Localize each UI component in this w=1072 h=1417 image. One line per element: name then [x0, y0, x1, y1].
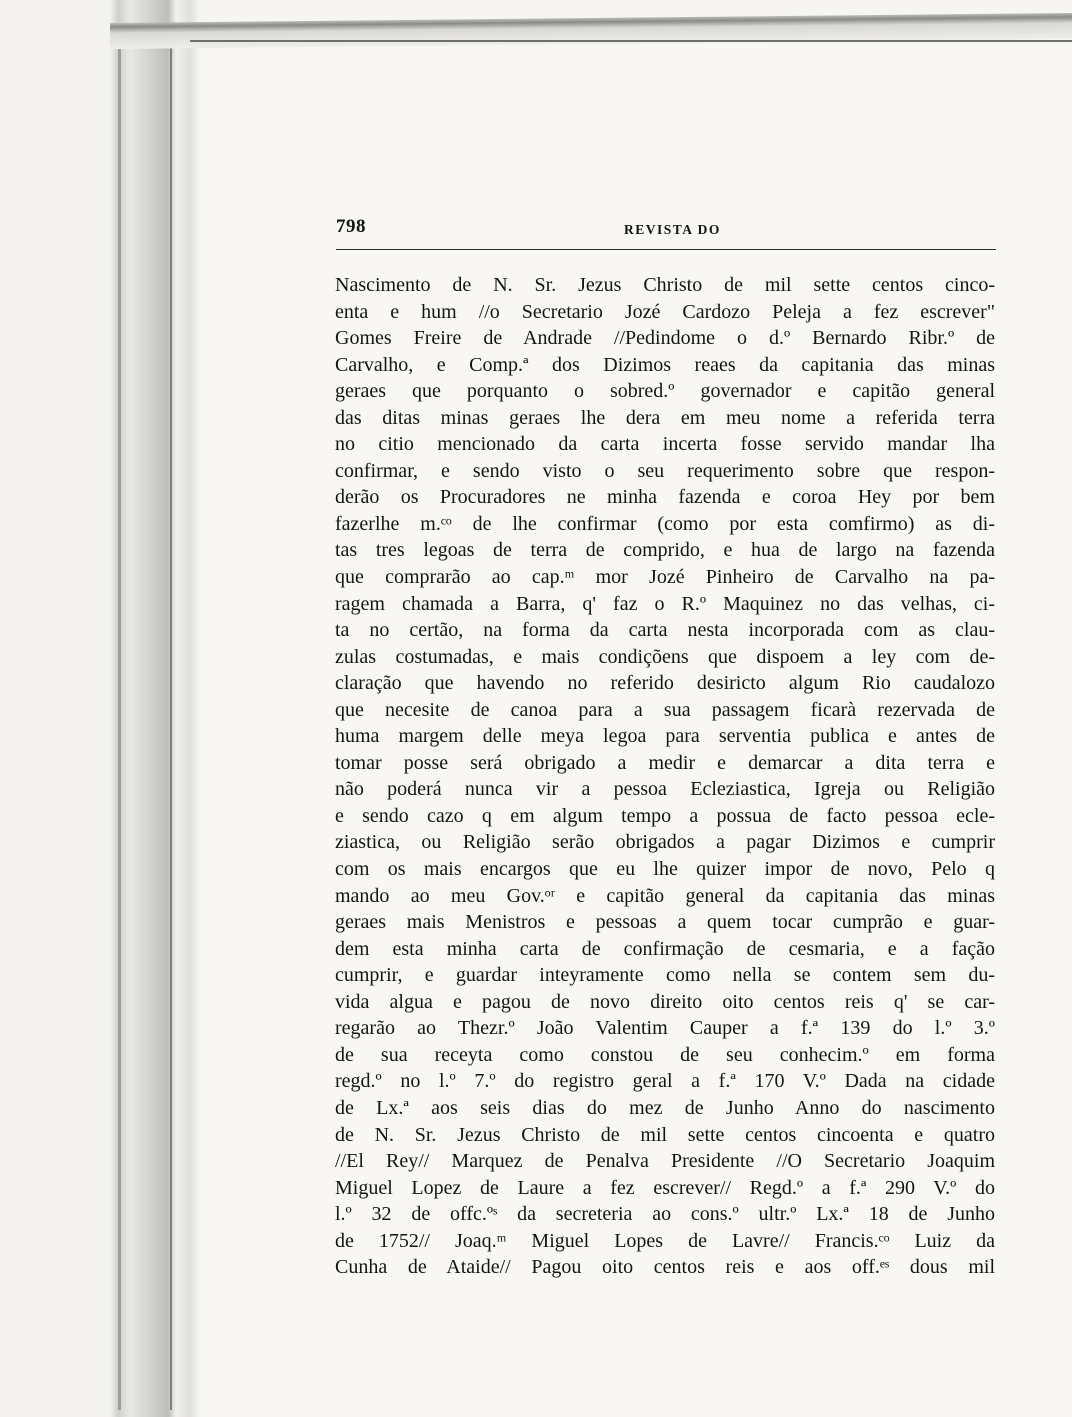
page-header [336, 216, 996, 246]
text-line: zulas costumadas, e mais condiçõens que dispoem a ley com de- [335, 645, 995, 668]
text-line: Carvalho, e Comp.ª dos Dizimos reaes da capitania das minas [335, 353, 995, 376]
text-line: de 1752// Joaq.ᵐ Miguel Lopes de Lavre// Francis.ᶜᵒ Luiz da [335, 1229, 995, 1252]
text-line: confirmar, e sendo visto o seu requerimento sobre que respon- [335, 459, 995, 482]
text-line: Cunha de Ataide// Pagou oito centos reis e aos off.ᵉˢ dous mil [335, 1256, 995, 1279]
text-line: dem esta minha carta de confirmação de cesmaria, e a fação [335, 937, 995, 960]
running-head: REVISTA DO [624, 222, 721, 237]
text-line: geraes mais Menistros e pessoas a quem tocar cumprão e guar- [335, 911, 995, 934]
text-line: claração que havendo no referido desiricto algum Rio caudalozo [335, 672, 995, 695]
text-line: Nascimento de N. Sr. Jezus Christo de mil sette centos cinco- [335, 274, 995, 296]
text-line: das ditas minas geraes lhe dera em meu nome a referida terra [335, 406, 995, 429]
text-line: de N. Sr. Jezus Christo de mil sette centos cincoenta e quatro [335, 1123, 995, 1146]
text-line: de Lx.ª aos seis dias do mez de Junho Anno do nascimento [335, 1096, 995, 1119]
text-line: Gomes Freire de Andrade //Pedindome o d.º Bernardo Ribr.º de [335, 327, 995, 350]
text-line: de sua receyta como constou de seu conhecim.º em forma [335, 1043, 995, 1066]
text-line: tas tres legoas de terra de comprido, e hua de largo na fazenda [335, 539, 995, 562]
text-line: fazerlhe m.ᶜᵒ de lhe confirmar (como por esta comfirmo) as di- [335, 512, 995, 535]
text-line: //El Rey// Marquez de Penalva Presidente //O Secretario Joaquim [335, 1150, 995, 1173]
scan-page-edge [170, 40, 172, 1410]
text-line: geraes que porquanto o sobred.º governador e capitão general [335, 380, 995, 403]
text-line: ragem chamada a Barra, q' faz o R.º Maquinez no das velhas, ci- [335, 592, 995, 615]
text-line: regarão ao Thezr.º João Valentim Cauper a f.ª 139 do l.º 3.º [335, 1017, 995, 1040]
scan-binding-edge [118, 30, 121, 1410]
text-line: ta no certão, na forma da carta nesta incorporada com as clau- [335, 619, 995, 642]
text-line: ziastica, ou Religião serão obrigados a pagar Dizimos e cumprir [335, 831, 995, 854]
header-rule [336, 249, 996, 250]
text-line: e sendo cazo q em algum tempo a possua de facto pessoa ecle- [335, 804, 995, 827]
text-line: não poderá nunca vir a pessoa Ecleziastica, Igreja ou Religião [335, 778, 995, 801]
text-line: Miguel Lopez de Laure a fez escrever// Regd.º a f.ª 290 V.º do [335, 1176, 995, 1199]
text-line: vida algua e pagou de novo direito oito centos reis q' se car- [335, 990, 995, 1013]
text-line: cumprir, e guardar inteyramente como nella se contem sem du- [335, 964, 995, 987]
text-line: mando ao meu Gov.ᵒʳ e capitão general da capitania das minas [335, 884, 995, 907]
text-line: l.º 32 de offc.ºˢ da secreteria ao cons.º ultr.º Lx.ª 18 de Junho [335, 1203, 995, 1226]
text-line: que necesite de canoa para a sua passagem ficarà rezervada de [335, 698, 995, 721]
text-line: huma margem delle meya legoa para serventia publica e antes de [335, 725, 995, 748]
text-line: que comprarão ao cap.ᵐ mor Jozé Pinheiro de Carvalho na pa- [335, 566, 995, 589]
text-line: enta e hum //o Secretario Jozé Cardozo Peleja a fez escrever" [335, 300, 995, 323]
text-line: tomar posse será obrigado a medir e demarcar a dita terra e [335, 751, 995, 774]
text-line: com os mais encargos que eu lhe quizer impor de novo, Pelo q [335, 858, 995, 881]
text-line: no citio mencionado da carta incerta fosse servido mandar lha [335, 433, 995, 456]
body-text [335, 272, 995, 1281]
scan-top-edge [190, 40, 1072, 42]
page-number: 798 [336, 216, 366, 237]
text-line: regd.º no l.º 7.º do registro geral a f.ª 170 V.º Dada na cidade [335, 1070, 995, 1093]
text-line: derão os Procuradores ne minha fazenda e coroa Hey por bem [335, 486, 995, 509]
